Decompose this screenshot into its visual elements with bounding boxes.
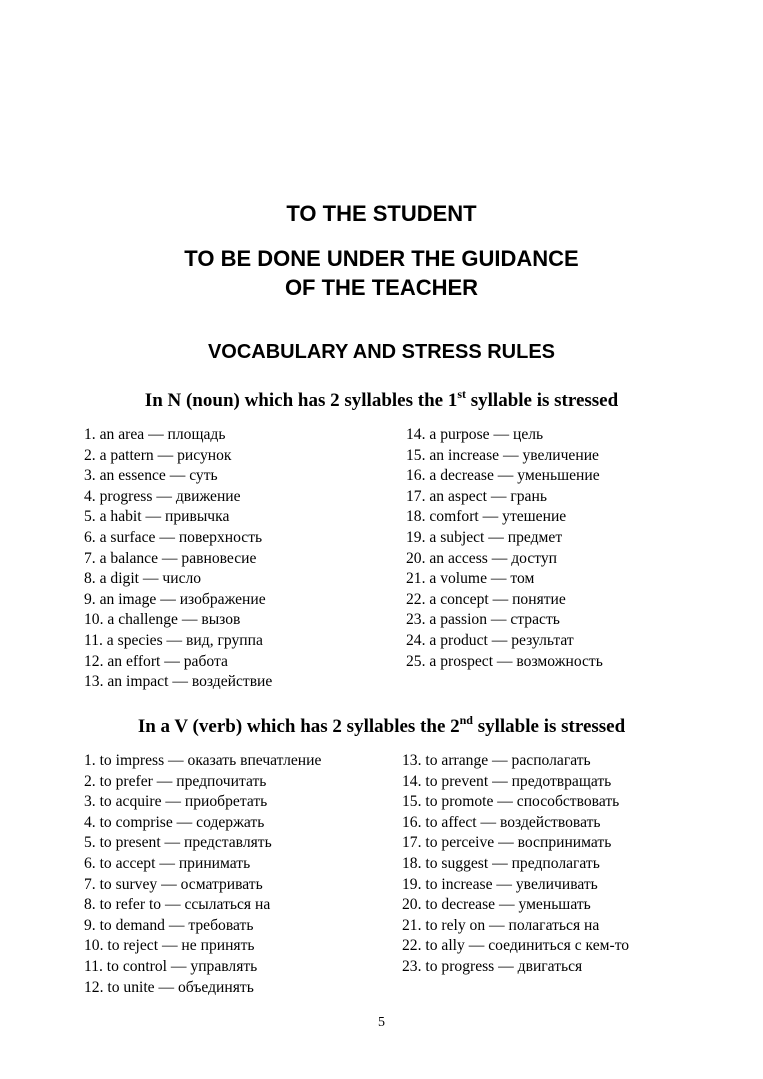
list-item: 8. a digit — число (84, 570, 202, 588)
list-item: 4. progress — движение (84, 487, 241, 505)
list-item: 14. to prevent — предотвращать (402, 772, 612, 790)
list-item: 20. an access — доступ (406, 549, 558, 567)
list-item: 23. to progress — двигаться (402, 957, 583, 975)
list-item: 15. an increase — увеличение (406, 446, 599, 464)
list-item: 18. to suggest — предполагать (402, 854, 600, 872)
list-item: 22. a concept — понятие (406, 590, 566, 608)
list-item: 8. to refer to — ссылаться на (84, 896, 271, 914)
verb-rule-heading (0, 713, 763, 738)
list-item: 13. to arrange — располагать (402, 752, 591, 769)
subtitle-line-1: TO BE DONE UNDER THE GUIDANCE (184, 246, 579, 271)
list-item: 10. a challenge — вызов (84, 611, 241, 629)
noun-rule-text: In N (noun) which has 2 syllables the 1 (144, 390, 458, 411)
list-item: 6. to accept — принимать (84, 854, 251, 872)
list-item: 1. an area — площадь (84, 426, 226, 443)
list-item: 11. to control — управлять (84, 957, 258, 975)
list-item: 1. to impress — оказать впечатление (84, 752, 322, 769)
list-item: 7. to survey — осматривать (84, 875, 263, 893)
list-item: 2. to prefer — предпочитать (84, 772, 267, 790)
list-item: 12. an effort — работа (84, 652, 228, 670)
subtitle-line-2: OF THE TEACHER (284, 275, 479, 300)
list-item: 19. a subject — предмет (406, 528, 563, 546)
list-item: 21. to rely on — полагаться на (402, 916, 600, 934)
list-item: 13. an impact — воздействие (84, 673, 273, 691)
list-item: 18. comfort — утешение (406, 508, 567, 526)
list-item: 3. to acquire — приобретать (84, 793, 268, 811)
list-item: 9. to demand — требовать (84, 916, 254, 934)
list-item: 21. a volume — том (406, 570, 535, 588)
noun-list-right (406, 425, 603, 672)
section-heading: VOCABULARY AND STRESS RULES (207, 341, 556, 363)
noun-rule-text-end: syllable is stressed (466, 390, 619, 411)
noun-rule-heading (0, 387, 763, 412)
list-item: 11. a species — вид, группа (84, 631, 263, 649)
verb-rule-ordinal: nd (459, 713, 473, 727)
list-item: 20. to decrease — уменьшать (402, 896, 591, 914)
list-item: 2. a pattern — рисунок (84, 446, 232, 464)
subtitle (0, 244, 763, 302)
verb-list-right (402, 751, 629, 978)
list-item: 9. an image — изображение (84, 590, 266, 608)
list-item: 16. to affect — воздействовать (402, 813, 601, 831)
list-item: 17. to perceive — воспринимать (402, 834, 612, 852)
page-number: 5 (378, 1015, 385, 1030)
list-item: 14. a purpose — цель (406, 426, 544, 443)
list-item: 12. to unite — объединять (84, 978, 254, 996)
list-item: 25. a prospect — возможность (406, 652, 603, 670)
list-item: 22. to ally — соединиться с кем-то (402, 937, 630, 955)
noun-list-left (84, 425, 272, 693)
list-item: 10. to reject — не принять (84, 937, 255, 955)
verb-rule-text-end: syllable is stressed (472, 716, 626, 737)
noun-rule-ordinal: st (457, 387, 466, 401)
list-item: 24. a product — результат (406, 631, 574, 649)
list-item: 19. to increase — увеличивать (402, 875, 598, 893)
verb-rule-text: In a V (verb) which has 2 syllables the 2 (137, 716, 460, 737)
list-item: 23. a passion — страсть (406, 611, 560, 629)
list-item: 15. to promote — способствовать (402, 793, 620, 811)
list-item: 16. a decrease — уменьшение (406, 467, 600, 485)
list-item: 17. an aspect — грань (406, 487, 547, 505)
list-item: 4. to comprise — содержать (84, 813, 265, 831)
verb-list-left (84, 751, 321, 998)
page-title: TO THE STUDENT (286, 201, 477, 226)
list-item: 3. an essence — суть (84, 467, 218, 485)
list-item: 5. a habit — привычка (84, 508, 230, 526)
list-item: 6. a surface — поверхность (84, 528, 263, 546)
list-item: 7. a balance — равновесие (84, 549, 257, 567)
list-item: 5. to present — представлять (84, 834, 272, 852)
